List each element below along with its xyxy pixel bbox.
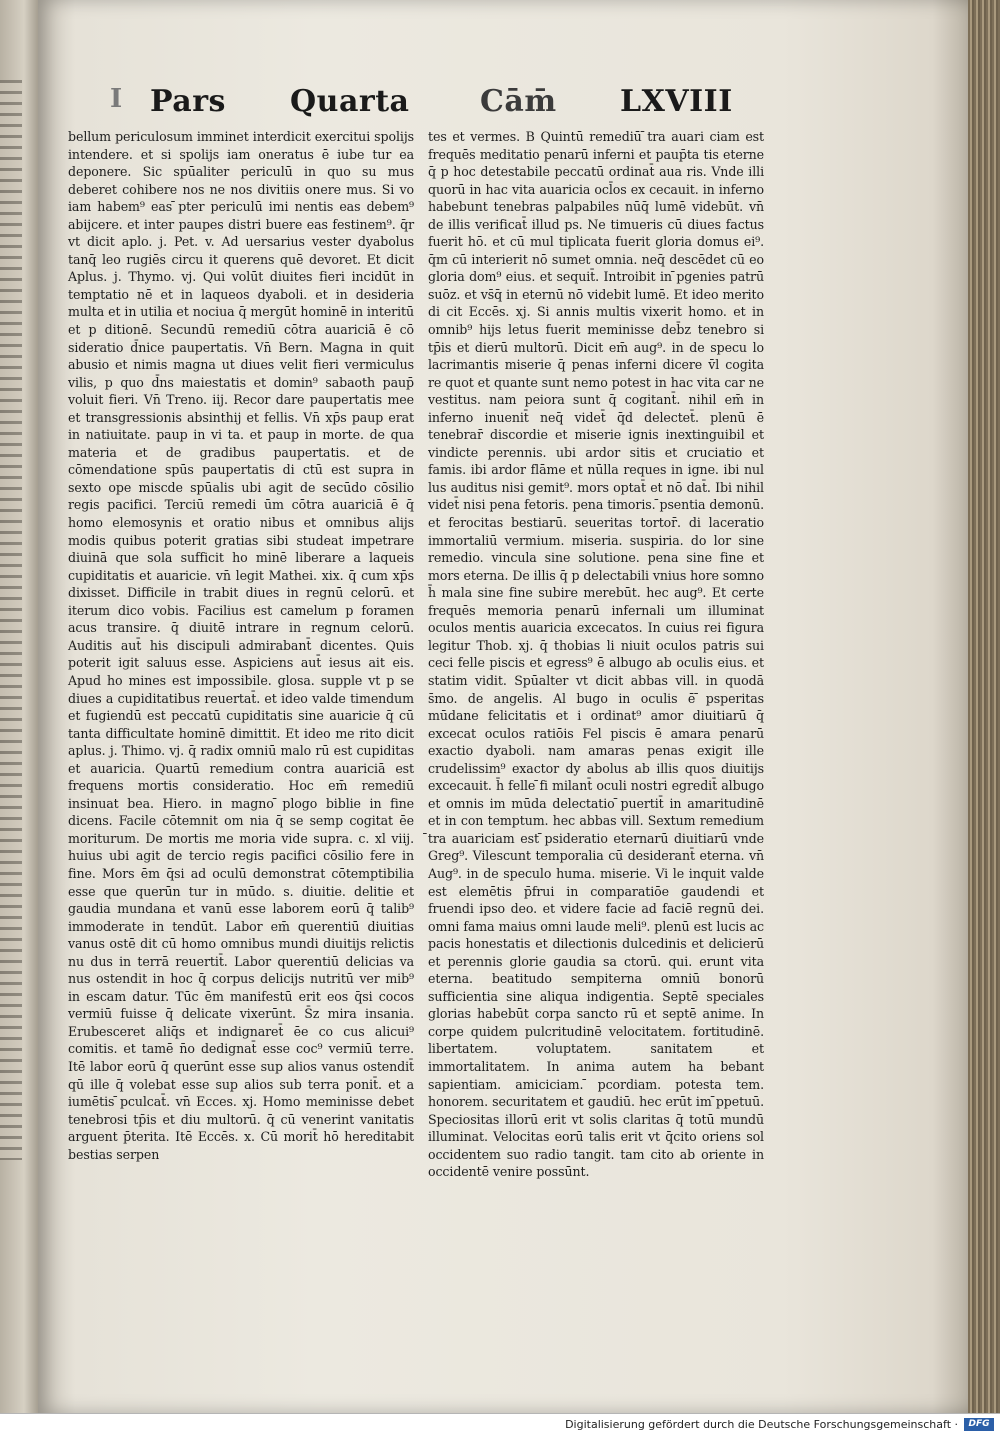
folio-number: LXVIII	[620, 84, 733, 119]
column-right-text: tes et vermes. B Quintū remediū ̄tra auari ciam est frequēs meditatio penarū inferni et paup̄ta tis eterne q̄ p hoc detestabile peccatū ordinat̄ aua ris. Vnde illi quorū in hac vita auaricia ocl̄os ex cecauit. in inferno habebunt tenebras palpabiles nūq̄ lumē videbūt. vn̄ de illis verificat̄ illud ps. Ne timueris cū diues factus fuerit hō. et cū mul tiplicata fuerit gloria domus ei⁹. q̄m cū interierit nō sumet omnia. neq̄ descēdet cū eo gloria dom⁹ eius. et sequit̄. Introibit in ̄pgenies patrū suōz. et vs̄q̄ in eternū nō videbit lumē. Et ideo merito di cit Eccēs. xj. Si annis multis vixerit homo. et in omnib⁹ hijs letus fuerit meminisse deb̄z tenebro si tp̄is et dierū multorū. Dicit em̄ aug⁹. in de specu lo lacrimantis miserie q̄ penas inferni dicere v̄l cogita re quot et quante sunt nemo potest in hac vita car ne vestitus. nam peiora sunt q̄ cogitant̄. nihil em̄ in inferno inuenit̄ neq̄ videt̄ q̄d delectet̄. plenū ē tenebrar̄ discordie et miserie ignis inextinguibil et vindicte perennis. ubi ardor sitis et cruciatio et famis. ibi ardor flāme et nūlla reques in igne. ibi nul lus auditus nisi gemit⁹. mors optat̄ et nō dat̄. Ibi nihil videt̄ nisi pena fetoris. pena timoris. ̄psentia demonū. et ferocitas bestiarū. seueritas tortor̄. di laceratio immortaliū vermium. miseria. suspiria. do lor sine remedio. vincula sine solutione. pena sine fine et mors eterna. De illis q̄ p delectabili vnius hore somno h̄ mala sine fine subire merebūt. hec aug⁹. Et certe frequēs memoria penarū infernali um illuminat oculos mentis auaricia excecatos. In cuius rei figura legitur Thob. xj. q̄ thobias li niuit oculos patris sui ceci felle piscis et egress⁹ ē albugo ab oculis eius. et statim vidit. Spūalter vt dicit abbas vill. in quodā s̄mo. de angelis. Al bugo in oculis ē ̄psperitas mūdane felicitatis et i ordinat⁹ amor diuitiarū q̄ excecat oculos ratiōis Fel piscis ē amara penarū exactio dyaboli. nam amaras penas exigit ille crudelissim⁹ exactor dy abolus ab illis quos diuitijs excecauit. h̄ felle ̄fi milant̄ oculi nostri egredit̄ albugo et omnis im mūda delectatio ̄puertit̄ in amaritudinē et in con temptum. hec abbas vill. Sextum remedium ̄tra auariciam est ̄psideratio eternarū diuitiarū vnde Greg⁹. Vilescunt temporalia cū desiderant̄ eterna. vn̄ Aug⁹. in de speculo huma. miserie. Vi le inquit valde est elemētis p̄frui in comparatiōe gaudendi et fruendi ipso deo. et videre facie ad faciē regnū dei. omni fama maius omni laude meli⁹. plenū est lucis ac pacis honestatis et dilectionis dulcedinis et delicierū et perennis glorie gaudia sa ctorū. qui. erunt vita eterna. beatitudo sempiterna omniū bonorū sufficientia sine aliqua indigentia. Septē speciales glorias habebūt corpa sancto rū et septē anime. In corpe quidem pulcritudinē velocitatem. fortitudinē. libertatem. voluptatem. sanitatem et immortalitatem. In anima autem ha bebant sapientiam. amiciciam. ̄pcordiam. potesta tem. honorem. securitatem et gaudiū. hec erūt im ̄ppetuū. Speciositas illorū erit vt solis claritas q̄ totū mundū illuminat. Velocitas eorū talis erit vt q̄̄cito oriens sol occidentem suo radio tangit. tam cito ab oriente in occidentē venire possūnt.	[428, 129, 764, 1180]
running-head-quarta: Quarta	[290, 84, 410, 119]
running-head-ghost-letter: I	[110, 84, 123, 114]
running-head	[100, 84, 760, 124]
funding-notice: Digitalisierung gefördert durch die Deutsche Forschungsgemeinschaft ·	[565, 1418, 958, 1431]
column-left-text: bellum periculosum imminet interdicit exercitui spolijs intendere. et si spolijs iam oneratus ē iube tur ea deponere. Sic spūaliter periculū in quo su mus deberet cohibere nos ne nos divitiis onere mus. Si vo iam habem⁹ eas ̄pter periculū imi nentis eas debem⁹ abijcere. et inter paupes distri buere eas festinem⁹. q̄r vt dicit aplo. j. Pet. v. Ad uersarius vester dyabolus tanq̄ leo rugiēs circu it querens quē devoret. Et dicit Aplus. j. Thymo. vj. Qui volūt diuites fieri incidūt in temptatio nē et in laqueos dyaboli. et in desideria multa et in utilia et nociua q̄ mergūt hominē in interitū et p ditionē. Secundū remediū cōtra auariciā ē cō sideratio d̄nice paupertatis. Vn̄ Bern. Magna in quit abusio et nimis magna ut diues velit fieri vermiculus vilis, p quo d̄ns maiestatis et domin⁹ sabaoth paup̄ voluit fieri. Vn̄ Treno. iij. Recor dare paupertatis mee et transgressionis absinthij et fellis. Vn̄ xp̄s paup erat in natiuitate. paup in vi ta. et paup in morte. de qua materia et de gradibus paupertatis. et de cōmendatione spūs paupertatis di ctū est supra in sexto ope miscde spūalis ubi agit de secūdo cōsilio regis pacifici. Terciū remedi ūm cōtra auariciā ē q̄ homo elemosynis et oratio nibus et omnibus alijs modis quibus poterit gratias sibi studeat impetrare diuinā que sola sufficit ho minē liberare a laqueis cupiditatis et auaricie. vn̄ legit Mathei. xix. q̄ cum xp̄s dixisset. Difficile in trabit diues in regnū celorū. et iterum dico vobis. Facilius est camelum p foramen acus transire. q̄ diuitē intrare in regnum celorū. Auditis aut̄ his discipuli admirabant̄ dicentes. Quis poterit igit saluus esse. Aspiciens aut̄ iesus ait eis. Apud ho mines est impossibile. glosa. supple vt p se diues a cupiditatibus reuertat̄. et ideo valde timendum et fugiendū est peccatū cupiditatis sine auaricie q̄ cū tanta difficultate hominē dimittit. Et ideo me rito dicit aplus. j. Thimo. vj. q̄ radix omniū malo rū est cupiditas et auaricia. Quartū remedium contra auariciā est frequens mortis consideratio. Hoc em̄ remediū insinuat bea. Hiero. in magno ̄plogo biblie in fine dicens. Facile cōtemnit om nia q̄ se semp cogitat ēe moriturum. De mortis me moria vide supra. c. xl viij. huius ubi agit de tercio regis pacifici cōsilio fere in fine. Mors ēm q̄si ad oculū demonstrat cōtemptibilia esse que querūn tur in mūdo. s. diuitie. delitie et gaudia mundana et vanū esse laborem eorū q̄ talib⁹ immoderate in tendūt. Labor em̄ querentiū diuitias vanus ostē dit cū homo omnibus mundi diuitijs relictis nu dus in terrā reuertit̄. Labor querentiū delicias va nus ostendit in hoc q̄ corpus delicijs nutritū ver mib⁹ in escam datur. Tūc ēm manifestū erit eos q̄si cocos vermiū fuisse q̄ delicate vixerūnt. S̄z mira insania. Erubesceret aliq̄s et indignaret̄ ēe co cus alicui⁹ comitis. et tamē n̄o dedignat̄ esse coc⁹ vermiū terre. Itē labor eorū q̄ querūnt esse sup alios vanus ostendit̄ qū ille q̄ volebat esse sup alios sub terra ponit̄. et a iumētis ̄pculcat̄. vn̄ Ecces. xj. Homo meminisse debet tenebrosi tp̄is et diu multorū. q̄ cū venerint vanitatis arguent p̄terita. Itē Eccēs. x. Cū morit̄ hō hereditabit bestias serpen	[68, 129, 414, 1162]
previous-page-edge	[0, 0, 40, 1413]
dfg-logo[interactable]: DFG	[964, 1418, 994, 1431]
previous-page-text-strip	[0, 80, 22, 1160]
text-column-left	[68, 128, 414, 1188]
text-column-right	[428, 128, 764, 1180]
page-block-edge	[968, 0, 1000, 1413]
footer-bar	[0, 1413, 1000, 1436]
running-head-pars: Pars	[150, 84, 226, 119]
running-head-capitulum: Cām̄	[480, 84, 557, 119]
